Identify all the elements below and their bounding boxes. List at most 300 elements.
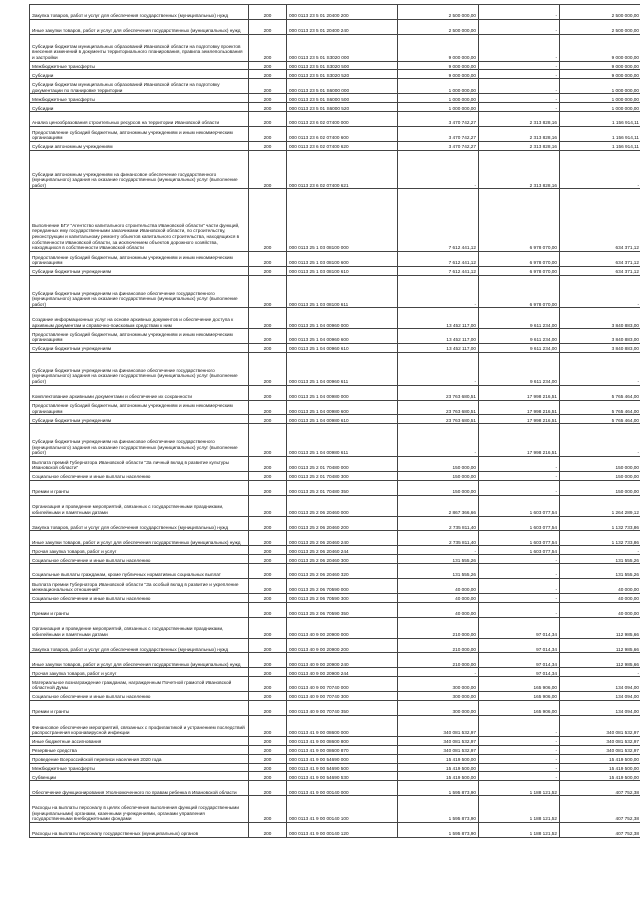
row-code-cell: 200: [249, 112, 287, 127]
row-approved-amount-cell: 340 081 532,97: [398, 715, 479, 736]
row-code-cell: 200: [249, 745, 287, 754]
row-classification-code-cell: 000 0113 25 1 03 08100 611: [287, 275, 398, 308]
row-name-cell: Социальное обеспечение и иные выплаты населению: [30, 471, 249, 480]
row-code-cell: 200: [249, 701, 287, 716]
row-classification-code-cell: 000 0113 25 1 04 00980 611: [287, 424, 398, 457]
row-remaining-amount-cell: 131 555,26: [560, 555, 640, 564]
row-executed-amount-cell: -: [479, 103, 560, 112]
row-executed-amount-cell: 97 014,34: [479, 653, 560, 668]
row-remaining-amount-cell: 5 765 464,00: [560, 415, 640, 424]
row-executed-amount-cell: -: [479, 61, 560, 70]
row-executed-amount-cell: 165 906,00: [479, 677, 560, 692]
row-name-cell: Выплата премий Губернатора Ивановской области "За личный вклад в развитие культуры Ивановской области": [30, 457, 249, 472]
row-approved-amount-cell: 9 000 000,00: [398, 34, 479, 61]
row-code-cell: 200: [249, 617, 287, 638]
row-remaining-amount-cell: 150 000,00: [560, 480, 640, 495]
row-classification-code-cell: 000 0113 25 2 01 70480 300: [287, 471, 398, 480]
row-approved-amount-cell: 23 763 680,51: [398, 400, 479, 415]
row-remaining-amount-cell: 9 000 000,00: [560, 61, 640, 70]
row-approved-amount-cell: 23 763 680,51: [398, 385, 479, 400]
row-name-cell: Организация и проведение мероприятий, связанных с государственными праздниками, юбилейными и памятными датами: [30, 495, 249, 516]
row-code-cell: 200: [249, 70, 287, 79]
table-row: [30, 593, 640, 602]
row-remaining-amount-cell: 40 000,00: [560, 602, 640, 617]
row-classification-code-cell: 000 0113 25 2 06 20460 200: [287, 516, 398, 531]
row-classification-code-cell: 000 0113 25 1 04 00980 610: [287, 415, 398, 424]
row-executed-amount-cell: 2 313 828,16: [479, 141, 560, 150]
table-row: [30, 736, 640, 745]
table-row: [30, 189, 640, 251]
row-classification-code-cell: 000 0113 23 6 02 07400 621: [287, 150, 398, 189]
row-executed-amount-cell: 1 603 077,54: [479, 495, 560, 516]
row-remaining-amount-cell: 1 156 914,11: [560, 127, 640, 142]
row-code-cell: 200: [249, 457, 287, 472]
row-executed-amount-cell: 6 978 070,00: [479, 266, 560, 275]
table-row: [30, 638, 640, 653]
row-approved-amount-cell: 340 081 532,97: [398, 745, 479, 754]
row-name-cell: Иные закупки товаров, работ и услуг для обеспечения государственных (муниципальных) нужд: [30, 19, 249, 34]
table-row: [30, 781, 640, 796]
row-classification-code-cell: 000 0113 25 2 06 20460 300: [287, 555, 398, 564]
row-code-cell: 200: [249, 385, 287, 400]
row-classification-code-cell: 000 0113 25 2 06 20460 240: [287, 531, 398, 546]
table-row: [30, 141, 640, 150]
row-remaining-amount-cell: 9 000 000,00: [560, 34, 640, 61]
row-approved-amount-cell: 340 081 532,97: [398, 736, 479, 745]
row-executed-amount-cell: -: [479, 555, 560, 564]
row-executed-amount-cell: -: [479, 745, 560, 754]
row-classification-code-cell: 000 0113 41 9 00 00140 120: [287, 823, 398, 838]
row-executed-amount-cell: 6 978 070,00: [479, 275, 560, 308]
row-approved-amount-cell: -: [398, 150, 479, 189]
row-classification-code-cell: 000 0113 40 9 00 20900 244: [287, 668, 398, 677]
row-code-cell: 200: [249, 189, 287, 251]
row-code-cell: 200: [249, 823, 287, 838]
table-row: [30, 668, 640, 677]
row-approved-amount-cell: 150 000,00: [398, 471, 479, 480]
row-remaining-amount-cell: 2 500 000,00: [560, 19, 640, 34]
row-classification-code-cell: 000 0113 25 1 03 08100 000: [287, 189, 398, 251]
row-name-cell: Субсидии бюджетным учреждениям: [30, 344, 249, 353]
row-remaining-amount-cell: -: [560, 150, 640, 189]
row-classification-code-cell: 000 0113 25 2 06 70590 000: [287, 579, 398, 594]
row-executed-amount-cell: 1 603 077,54: [479, 531, 560, 546]
row-code-cell: 200: [249, 94, 287, 103]
row-classification-code-cell: 000 0113 25 1 04 00980 600: [287, 400, 398, 415]
table-row: [30, 653, 640, 668]
row-classification-code-cell: 000 0113 41 9 00 00140 100: [287, 796, 398, 823]
row-classification-code-cell: 000 0113 25 2 06 70590 350: [287, 602, 398, 617]
row-executed-amount-cell: 9 611 234,00: [479, 344, 560, 353]
table-row: [30, 19, 640, 34]
row-approved-amount-cell: 1 000 000,00: [398, 103, 479, 112]
row-remaining-amount-cell: 131 555,26: [560, 564, 640, 579]
row-name-cell: Премии и гранты: [30, 602, 249, 617]
row-classification-code-cell: 000 0113 25 2 01 70480 350: [287, 480, 398, 495]
table-row: [30, 480, 640, 495]
table-row: [30, 415, 640, 424]
row-executed-amount-cell: -: [479, 94, 560, 103]
row-code-cell: 200: [249, 531, 287, 546]
row-classification-code-cell: 000 0113 23 5 01 S6000 000: [287, 79, 398, 94]
row-name-cell: Социальное обеспечение и иные выплаты населению: [30, 555, 249, 564]
row-remaining-amount-cell: 5 765 464,00: [560, 400, 640, 415]
row-code-cell: 200: [249, 352, 287, 385]
table-row: [30, 352, 640, 385]
row-classification-code-cell: 000 0113 25 2 06 70590 300: [287, 593, 398, 602]
row-name-cell: Проведение Всероссийской переписи населения 2020 года: [30, 754, 249, 763]
row-name-cell: Предоставление субсидий бюджетным, автономным учреждениям и иным некоммерческим организациям: [30, 329, 249, 344]
row-code-cell: 200: [249, 781, 287, 796]
row-name-cell: Иные закупки товаров, работ и услуг для обеспечения государственных (муниципальных) нужд: [30, 653, 249, 668]
row-approved-amount-cell: -: [398, 546, 479, 555]
table-row: [30, 715, 640, 736]
row-remaining-amount-cell: 134 094,00: [560, 701, 640, 716]
row-code-cell: 200: [249, 308, 287, 329]
row-name-cell: Финансовое обеспечение мероприятий, связанных с профилактикой и устранением последствий распространения коронавирусной инфекции: [30, 715, 249, 736]
table-row: [30, 266, 640, 275]
row-name-cell: Прочая закупка товаров, работ и услуг: [30, 546, 249, 555]
row-executed-amount-cell: 17 998 216,51: [479, 400, 560, 415]
row-classification-code-cell: 000 0113 25 2 06 20460 000: [287, 495, 398, 516]
row-name-cell: Материальное вознаграждение гражданам, награжденным Почетной грамотой Ивановской областной Думы: [30, 677, 249, 692]
table-row: [30, 5, 640, 20]
row-code-cell: 200: [249, 275, 287, 308]
table-row: [30, 344, 640, 353]
row-name-cell: Субсидии бюджетным учреждениям: [30, 415, 249, 424]
row-classification-code-cell: 000 0113 23 5 01 S6000 500: [287, 94, 398, 103]
row-remaining-amount-cell: 112 985,66: [560, 638, 640, 653]
row-name-cell: Субсидии бюджетным учреждениям: [30, 266, 249, 275]
row-approved-amount-cell: 2 500 000,00: [398, 5, 479, 20]
row-code-cell: 200: [249, 400, 287, 415]
row-name-cell: Субсидии: [30, 70, 249, 79]
row-remaining-amount-cell: 1 264 289,12: [560, 495, 640, 516]
row-executed-amount-cell: 9 611 234,00: [479, 329, 560, 344]
row-executed-amount-cell: -: [479, 34, 560, 61]
row-name-cell: Выплата премии Губернатора Ивановской области "За особый вклад в развитие и укрепление межнациональных отношений": [30, 579, 249, 594]
row-approved-amount-cell: 7 612 441,12: [398, 189, 479, 251]
row-executed-amount-cell: -: [479, 457, 560, 472]
row-code-cell: 200: [249, 34, 287, 61]
row-approved-amount-cell: 7 612 441,12: [398, 251, 479, 266]
row-classification-code-cell: 000 0113 41 9 00 08600 870: [287, 745, 398, 754]
table-row: [30, 385, 640, 400]
row-classification-code-cell: 000 0113 25 2 06 20460 320: [287, 564, 398, 579]
table-row: [30, 495, 640, 516]
row-executed-amount-cell: 2 313 828,16: [479, 112, 560, 127]
row-remaining-amount-cell: 340 081 532,97: [560, 715, 640, 736]
row-executed-amount-cell: 9 611 234,00: [479, 308, 560, 329]
row-classification-code-cell: 000 0113 23 5 01 20400 240: [287, 19, 398, 34]
row-remaining-amount-cell: 340 081 532,97: [560, 736, 640, 745]
row-executed-amount-cell: 1 188 121,52: [479, 796, 560, 823]
table-row: [30, 34, 640, 61]
row-code-cell: 200: [249, 5, 287, 20]
table-row: [30, 745, 640, 754]
row-code-cell: 200: [249, 579, 287, 594]
row-code-cell: 200: [249, 593, 287, 602]
table-row: [30, 424, 640, 457]
row-name-cell: Анализ ценообразования строительных ресурсов на территории Ивановской области: [30, 112, 249, 127]
row-code-cell: 200: [249, 480, 287, 495]
table-row: [30, 112, 640, 127]
table-row: [30, 103, 640, 112]
row-executed-amount-cell: 1 188 121,52: [479, 823, 560, 838]
table-row: [30, 400, 640, 415]
row-approved-amount-cell: 13 452 117,00: [398, 329, 479, 344]
row-approved-amount-cell: 210 000,00: [398, 638, 479, 653]
row-approved-amount-cell: 15 419 500,00: [398, 772, 479, 781]
row-name-cell: Закупка товаров, работ и услуг для обеспечения государственных (муниципальных) нужд: [30, 5, 249, 20]
row-executed-amount-cell: 17 998 216,51: [479, 385, 560, 400]
row-executed-amount-cell: -: [479, 602, 560, 617]
row-approved-amount-cell: 3 470 742,27: [398, 127, 479, 142]
row-code-cell: 200: [249, 754, 287, 763]
row-classification-code-cell: 000 0113 25 1 03 08100 600: [287, 251, 398, 266]
row-classification-code-cell: 000 0113 23 5 01 S6000 520: [287, 103, 398, 112]
row-approved-amount-cell: 40 000,00: [398, 593, 479, 602]
row-approved-amount-cell: 7 612 441,12: [398, 266, 479, 275]
row-code-cell: 200: [249, 79, 287, 94]
row-name-cell: Межбюджетные трансферты: [30, 94, 249, 103]
row-name-cell: Субсидии бюджетам муниципальных образований Ивановской области на подготовку проектов внесения изменений в документы территориального планирования, правила землепользования и застройки: [30, 34, 249, 61]
row-name-cell: Субсидии автономным учреждениям на финансовое обеспечение государственного (муниципального) задания на оказание государственных (муниципальных) услуг (выполнение работ): [30, 150, 249, 189]
row-classification-code-cell: 000 0113 25 1 04 00960 000: [287, 308, 398, 329]
row-name-cell: Субсидии бюджетам муниципальных образований Ивановской области на подготовку документации по планировке территории: [30, 79, 249, 94]
row-classification-code-cell: 000 0113 23 5 01 S3020 500: [287, 61, 398, 70]
row-remaining-amount-cell: -: [560, 668, 640, 677]
row-remaining-amount-cell: 1 132 733,86: [560, 531, 640, 546]
row-code-cell: 200: [249, 266, 287, 275]
row-remaining-amount-cell: 340 081 532,97: [560, 745, 640, 754]
row-classification-code-cell: 000 0113 40 9 00 70740 000: [287, 677, 398, 692]
row-name-cell: Социальное обеспечение и иные выплаты населению: [30, 692, 249, 701]
row-executed-amount-cell: 9 611 234,00: [479, 352, 560, 385]
row-approved-amount-cell: 1 595 873,90: [398, 823, 479, 838]
row-code-cell: 200: [249, 796, 287, 823]
row-classification-code-cell: 000 0113 25 1 04 00960 611: [287, 352, 398, 385]
table-row: [30, 251, 640, 266]
row-remaining-amount-cell: 15 419 500,00: [560, 754, 640, 763]
table-row: [30, 579, 640, 594]
row-executed-amount-cell: -: [479, 593, 560, 602]
row-code-cell: 200: [249, 19, 287, 34]
row-code-cell: 200: [249, 495, 287, 516]
row-code-cell: 200: [249, 692, 287, 701]
row-executed-amount-cell: -: [479, 19, 560, 34]
row-name-cell: Выполнение БГУ "Агентство капитального строительства Ивановской области" части функций, переданных ему государственными заказчиками Ивановской области, по строительству, реконструкции и капитальному ремонту объектов капитального строительства, находящихся в собственности Ивановской области, за исключением объектов дорожного хозяйства, находящихся в собственности Ивановской области: [30, 189, 249, 251]
row-remaining-amount-cell: -: [560, 352, 640, 385]
row-name-cell: Предоставление субсидий бюджетным, автономным учреждениям и иным некоммерческим организациям: [30, 400, 249, 415]
row-approved-amount-cell: 3 470 742,27: [398, 141, 479, 150]
row-approved-amount-cell: 13 452 117,00: [398, 308, 479, 329]
row-approved-amount-cell: 131 555,26: [398, 555, 479, 564]
row-approved-amount-cell: 2 867 366,66: [398, 495, 479, 516]
row-classification-code-cell: 000 0113 40 9 00 20900 000: [287, 617, 398, 638]
row-approved-amount-cell: 1 000 000,00: [398, 79, 479, 94]
row-name-cell: Субвенции: [30, 772, 249, 781]
row-approved-amount-cell: 23 763 680,51: [398, 415, 479, 424]
row-executed-amount-cell: -: [479, 754, 560, 763]
table-row: [30, 546, 640, 555]
row-remaining-amount-cell: 407 752,38: [560, 823, 640, 838]
row-code-cell: 200: [249, 127, 287, 142]
row-classification-code-cell: 000 0113 23 6 02 07400 000: [287, 112, 398, 127]
table-row: [30, 701, 640, 716]
row-approved-amount-cell: -: [398, 668, 479, 677]
table-row: [30, 763, 640, 772]
table-row: [30, 471, 640, 480]
table-row: [30, 516, 640, 531]
row-executed-amount-cell: 1 188 121,52: [479, 781, 560, 796]
row-remaining-amount-cell: -: [560, 275, 640, 308]
row-remaining-amount-cell: 40 000,00: [560, 593, 640, 602]
row-remaining-amount-cell: 40 000,00: [560, 579, 640, 594]
table-row: [30, 457, 640, 472]
row-executed-amount-cell: 165 906,00: [479, 701, 560, 716]
row-approved-amount-cell: 1 000 000,00: [398, 94, 479, 103]
row-remaining-amount-cell: 1 156 914,11: [560, 141, 640, 150]
row-remaining-amount-cell: 150 000,00: [560, 457, 640, 472]
row-name-cell: Социальное обеспечение и иные выплаты населению: [30, 593, 249, 602]
row-code-cell: 200: [249, 516, 287, 531]
row-classification-code-cell: 000 0113 41 9 00 08600 800: [287, 736, 398, 745]
row-executed-amount-cell: 1 603 077,54: [479, 516, 560, 531]
row-approved-amount-cell: 40 000,00: [398, 579, 479, 594]
row-remaining-amount-cell: -: [560, 424, 640, 457]
table-row: [30, 61, 640, 70]
row-code-cell: 200: [249, 103, 287, 112]
row-classification-code-cell: 000 0113 40 9 00 70740 350: [287, 701, 398, 716]
row-remaining-amount-cell: -: [560, 546, 640, 555]
row-code-cell: 200: [249, 150, 287, 189]
row-approved-amount-cell: -: [398, 352, 479, 385]
row-classification-code-cell: 000 0113 23 5 01 20400 200: [287, 5, 398, 20]
row-executed-amount-cell: -: [479, 763, 560, 772]
table-row: [30, 692, 640, 701]
row-remaining-amount-cell: 3 840 883,00: [560, 308, 640, 329]
table-row: [30, 94, 640, 103]
row-code-cell: 200: [249, 141, 287, 150]
row-approved-amount-cell: 150 000,00: [398, 457, 479, 472]
row-approved-amount-cell: 15 419 500,00: [398, 763, 479, 772]
row-name-cell: Обеспечение функционирования Уполномоченного по правам ребенка в Ивановской области: [30, 781, 249, 796]
row-approved-amount-cell: 9 000 000,00: [398, 70, 479, 79]
row-classification-code-cell: 000 0113 41 9 00 08600 000: [287, 715, 398, 736]
row-approved-amount-cell: 2 500 000,00: [398, 19, 479, 34]
row-name-cell: Расходы на выплаты персоналу государственных (муниципальных) органов: [30, 823, 249, 838]
row-name-cell: Расходы на выплаты персоналу в целях обеспечения выполнения функций государственными (муниципальными) органами, казенными учреждениями, органами управления государственными внебюджетными фондами: [30, 796, 249, 823]
row-approved-amount-cell: 131 555,26: [398, 564, 479, 579]
row-executed-amount-cell: 17 998 216,51: [479, 415, 560, 424]
row-code-cell: 200: [249, 251, 287, 266]
row-name-cell: Резервные средства: [30, 745, 249, 754]
row-name-cell: Межбюджетные трансферты: [30, 763, 249, 772]
budget-table-body: [30, 5, 640, 838]
row-approved-amount-cell: -: [398, 275, 479, 308]
row-name-cell: Премии и гранты: [30, 480, 249, 495]
row-classification-code-cell: 000 0113 25 1 04 00960 600: [287, 329, 398, 344]
row-name-cell: Субсидии: [30, 103, 249, 112]
row-remaining-amount-cell: 3 840 883,00: [560, 344, 640, 353]
row-approved-amount-cell: 1 595 873,90: [398, 796, 479, 823]
row-executed-amount-cell: -: [479, 715, 560, 736]
table-row: [30, 754, 640, 763]
row-classification-code-cell: 000 0113 41 9 00 54690 500: [287, 763, 398, 772]
row-name-cell: Субсидии автономным учреждениям: [30, 141, 249, 150]
row-executed-amount-cell: -: [479, 736, 560, 745]
row-code-cell: 200: [249, 415, 287, 424]
row-remaining-amount-cell: 150 000,00: [560, 471, 640, 480]
row-remaining-amount-cell: 15 419 500,00: [560, 763, 640, 772]
row-code-cell: 200: [249, 638, 287, 653]
row-classification-code-cell: 000 0113 41 9 00 54690 530: [287, 772, 398, 781]
row-remaining-amount-cell: 1 000 000,00: [560, 79, 640, 94]
row-executed-amount-cell: 2 313 828,16: [479, 150, 560, 189]
row-approved-amount-cell: 300 000,00: [398, 701, 479, 716]
row-remaining-amount-cell: 1 000 000,00: [560, 103, 640, 112]
row-remaining-amount-cell: 3 840 883,00: [560, 329, 640, 344]
table-row: [30, 772, 640, 781]
table-row: [30, 308, 640, 329]
row-executed-amount-cell: -: [479, 480, 560, 495]
table-row: [30, 275, 640, 308]
row-approved-amount-cell: 2 735 811,40: [398, 531, 479, 546]
row-remaining-amount-cell: 134 094,00: [560, 677, 640, 692]
row-approved-amount-cell: 40 000,00: [398, 602, 479, 617]
row-code-cell: 200: [249, 602, 287, 617]
row-name-cell: Субсидии бюджетным учреждениям на финансовое обеспечение государственного (муниципального) задания на оказание государственных (муниципальных) услуг (выполнение работ): [30, 352, 249, 385]
row-approved-amount-cell: 150 000,00: [398, 480, 479, 495]
table-row: [30, 602, 640, 617]
table-row: [30, 677, 640, 692]
row-name-cell: Иные бюджетные ассигнования: [30, 736, 249, 745]
row-executed-amount-cell: -: [479, 471, 560, 480]
row-name-cell: Премии и гранты: [30, 701, 249, 716]
row-code-cell: 200: [249, 763, 287, 772]
row-approved-amount-cell: 9 000 000,00: [398, 61, 479, 70]
row-remaining-amount-cell: 2 500 000,00: [560, 5, 640, 20]
table-row: [30, 329, 640, 344]
row-classification-code-cell: 000 0113 25 1 04 00980 000: [287, 385, 398, 400]
row-remaining-amount-cell: 15 419 500,00: [560, 772, 640, 781]
row-code-cell: 200: [249, 668, 287, 677]
row-code-cell: 200: [249, 329, 287, 344]
row-approved-amount-cell: 210 000,00: [398, 653, 479, 668]
row-approved-amount-cell: 2 735 811,40: [398, 516, 479, 531]
row-classification-code-cell: 000 0113 25 2 06 20460 244: [287, 546, 398, 555]
row-executed-amount-cell: 97 014,34: [479, 668, 560, 677]
row-code-cell: 200: [249, 344, 287, 353]
row-approved-amount-cell: 1 595 873,90: [398, 781, 479, 796]
row-remaining-amount-cell: 634 371,12: [560, 189, 640, 251]
row-classification-code-cell: 000 0113 23 6 02 07400 600: [287, 127, 398, 142]
row-executed-amount-cell: 165 906,00: [479, 692, 560, 701]
row-remaining-amount-cell: 5 765 464,00: [560, 385, 640, 400]
row-remaining-amount-cell: 9 000 000,00: [560, 70, 640, 79]
row-executed-amount-cell: 6 978 070,00: [479, 189, 560, 251]
row-approved-amount-cell: -: [398, 424, 479, 457]
budget-table: [29, 4, 640, 838]
row-code-cell: 200: [249, 736, 287, 745]
row-name-cell: Организация и проведение мероприятий, связанных с государственными праздниками, юбилейными и памятными датами: [30, 617, 249, 638]
row-code-cell: 200: [249, 715, 287, 736]
row-code-cell: 200: [249, 471, 287, 480]
row-code-cell: 200: [249, 564, 287, 579]
table-row: [30, 617, 640, 638]
row-approved-amount-cell: 3 470 742,27: [398, 112, 479, 127]
